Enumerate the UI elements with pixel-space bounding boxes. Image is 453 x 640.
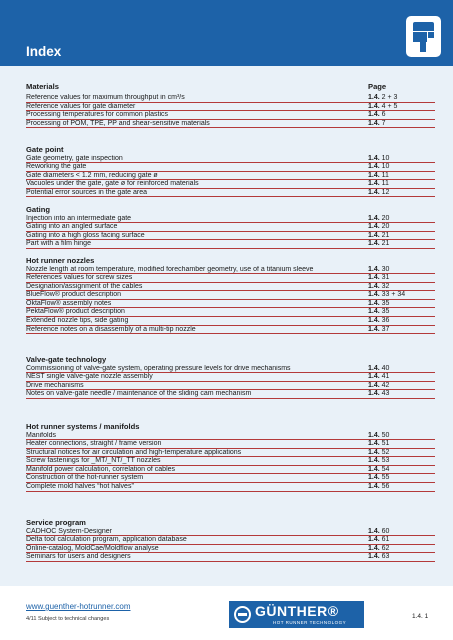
entry-page-ref: 1.4. 62 [368,544,390,552]
entry-page-ref: 1.4. 53 [368,457,390,465]
logo-shape-top [413,22,434,31]
index-entry-row[interactable] [26,528,435,537]
entry-page-ref: 1.4. 50 [368,431,390,439]
section-title: Hot runner systems / manifolds [26,422,140,431]
index-entry-row[interactable] [26,120,435,129]
entry-page-ref: 1.4. 51 [368,440,390,448]
entry-description: Potential error sources in the gate area [26,188,148,196]
index-entry-row[interactable] [26,466,435,475]
entry-description: Heater connections, straight / frame version [26,440,162,448]
entry-page-ref: 1.4. 52 [368,448,390,456]
column-header-materials: Materials [26,82,59,91]
logo-shape-stem [420,42,426,52]
entry-description: PektaFlow® product description [26,308,125,316]
entry-page-ref: 1.4. 21 [368,240,390,248]
website-link[interactable]: www.guenther-hotrunner.com [26,602,131,611]
logo-shape-dot [428,32,434,38]
section-title: Gating [26,205,51,214]
entry-page-ref: 1.4. 11 [368,171,389,179]
section-title: Valve-gate technology [26,355,107,364]
entry-page-ref: 1.4. 61 [368,536,390,544]
index-entry-row[interactable] [26,232,435,241]
index-section [26,422,435,492]
index-entry-row[interactable] [26,308,435,317]
entry-page-ref: 1.4. 7 [368,119,386,127]
entry-page-ref: 1.4. 6 [368,111,386,119]
entry-description: Screw fastenings for _MT/_NT/_TT nozzles [26,457,161,465]
entry-page-ref: 1.4. 11 [368,180,389,188]
entry-page-ref: 1.4. 63 [368,553,390,561]
entry-description: Drive mechanisms [26,381,84,389]
index-entry-row[interactable] [26,103,435,112]
entry-page-ref: 1.4. 21 [368,231,390,239]
brand-name: GÜNTHER® [255,603,339,619]
index-entry-row[interactable] [26,536,435,545]
index-entry-row[interactable] [26,155,435,164]
index-entry-row[interactable] [26,240,435,249]
entry-description: Processing temperatures for common plastics [26,111,168,119]
entry-description: CADHOC System-Designer [26,527,112,535]
index-entry-row[interactable] [26,300,435,309]
entry-page-ref: 1.4. 20 [368,214,390,222]
index-entry-row[interactable] [26,326,435,335]
entry-description: Reference values for maximum throughput in cm³/s [26,94,185,101]
index-entry-row[interactable] [26,94,435,103]
page-footer [0,586,453,640]
entry-page-ref: 1.4. 60 [368,527,390,535]
entry-description: OktaFlow® assembly notes [26,299,112,307]
entry-page-ref: 1.4. 10 [368,163,390,171]
entry-description: Extended nozzle tips, side gating [26,317,129,325]
index-entry-row[interactable] [26,553,435,562]
entry-description: Construction of the hot-runner system [26,474,144,482]
index-entry-row[interactable] [26,483,435,492]
index-entry-row[interactable] [26,474,435,483]
entry-page-ref: 1.4. 35 [368,299,390,307]
index-section [26,256,435,334]
section-title: Hot runner nozzles [26,256,95,265]
entry-description: Reworking the gate [26,163,87,171]
entry-description: Gate diameters < 1.2 mm, reducing gate ø [26,171,158,179]
page-number: 1.4. 1 [412,613,429,620]
entry-page-ref: 1.4. 12 [368,188,390,196]
index-section [26,518,435,562]
index-entry-row[interactable] [26,449,435,458]
entry-description: Gating into a high gloss facing surface [26,231,145,239]
index-entry-row[interactable] [26,189,435,198]
index-entry-row[interactable] [26,432,435,441]
entry-description: Gate geometry, gate inspection [26,154,123,162]
entry-page-ref: 1.4. 40 [368,364,390,372]
index-entry-row[interactable] [26,382,435,391]
entry-description: References values for screw sizes [26,274,133,282]
index-entry-row[interactable] [26,223,435,232]
entry-page-ref: 1.4. 35 [368,308,390,316]
entry-page-ref: 1.4. 43 [368,390,390,398]
entry-description: Gating into an angled surface [26,223,118,231]
entry-description: Complete mold halves “hot halves” [26,483,134,491]
entry-page-ref: 1.4. 55 [368,474,390,482]
entry-page-ref: 1.4. 32 [368,282,390,290]
entry-page-ref: 1.4. 56 [368,483,390,491]
index-entry-row[interactable] [26,274,435,283]
page-title: Index [26,44,62,59]
index-entry-row[interactable] [26,180,435,189]
entry-page-ref: 1.4. 30 [368,265,390,273]
nozzle-logo-icon [406,16,441,57]
index-section [26,205,435,249]
index-entry-row[interactable] [26,457,435,466]
entry-description: BlueFlow® product description [26,291,122,299]
entry-page-ref: 1.4. 2 + 3 [368,94,398,101]
index-entry-row[interactable] [26,163,435,172]
entry-description: Reference values for gate diameter [26,102,136,110]
entry-description: Seminars for users and designers [26,553,131,561]
brand-logo [229,601,364,628]
section-title: Gate point [26,145,64,154]
entry-page-ref: 1.4. 37 [368,325,390,333]
section-title: Service program [26,518,86,527]
index-entry-row[interactable] [26,317,435,326]
index-entry-row[interactable] [26,373,435,382]
index-section [26,145,435,197]
entry-page-ref: 1.4. 10 [368,154,390,162]
entry-description: Manifolds [26,431,56,439]
entry-page-ref: 1.4. 33 + 34 [368,291,406,299]
index-entry-row[interactable] [26,266,435,275]
page-header [0,0,453,66]
entry-page-ref: 1.4. 36 [368,317,390,325]
brand-emblem-icon [234,606,251,623]
entry-description: Injection into an intermediate gate [26,214,132,222]
index-entry-row[interactable] [26,283,435,292]
entry-description: NEST single valve-gate nozzle assembly [26,373,153,381]
entry-page-ref: 1.4. 31 [368,274,390,282]
brand-tagline: HOT RUNNER TECHNOLOGY [273,620,347,625]
index-section [26,355,435,399]
column-header-page: Page [368,82,387,91]
entry-description: Part with a film hinge [26,240,91,248]
entry-description: Delta tool calculation program, application database [26,536,187,544]
index-section [26,94,435,128]
entry-page-ref: 1.4. 42 [368,381,390,389]
entry-description: Designation/assignment of the cables [26,282,143,290]
index-entry-row[interactable] [26,545,435,554]
index-entry-row[interactable] [26,172,435,181]
footer-note: 4/11 Subject to technical changes [26,616,110,622]
entry-description: Nozzle length at room temperature, modified forechamber geometry, use of a titanium sleeve [26,265,314,273]
entry-description: Online-catalog, MoldCae/Moldflow analyse [26,544,159,552]
index-entry-row[interactable] [26,111,435,120]
entry-page-ref: 1.4. 41 [368,373,390,381]
logo-shape-mid [413,32,427,42]
entry-description: Reference notes on a disassembly of a multi-tip nozzle [26,325,196,333]
index-entry-row[interactable] [26,215,435,224]
index-entry-row[interactable] [26,440,435,449]
entry-page-ref: 1.4. 20 [368,223,390,231]
entry-page-ref: 1.4. 54 [368,465,390,473]
entry-description: Notes on valve-gate needle / maintenance of the sliding cam mechanism [26,390,252,398]
index-entry-row[interactable] [26,365,435,374]
entry-description: Manifold power calculation, correlation of cables [26,465,176,473]
entry-description: Processing of POM, TPE, PP and shear-sensitive materials [26,119,210,127]
entry-description: Structural notices for air circulation and high-temperature applications [26,448,242,456]
entry-description: Commissioning of valve-gate system, operating pressure levels for drive mechanisms [26,364,291,372]
entry-page-ref: 1.4. 4 + 5 [368,102,398,110]
entry-description: Vacuoles under the gate, gate ø for reinforced materials [26,180,199,188]
index-entry-row[interactable] [26,390,435,399]
index-entry-row[interactable] [26,291,435,300]
